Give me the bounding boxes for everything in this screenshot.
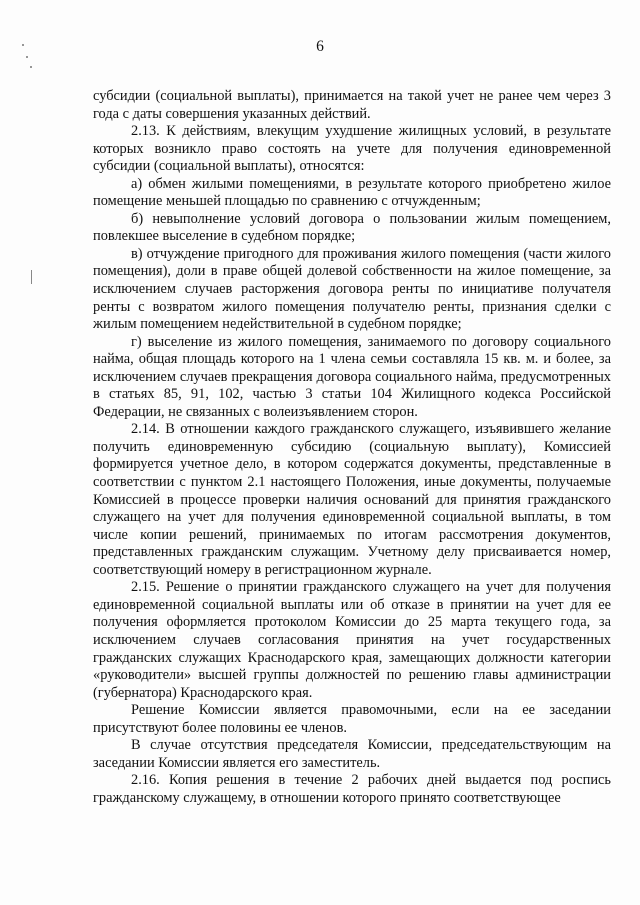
paragraph: субсидии (социальной выплаты), принимается на такой учет не ранее чем через 3 года с даты совершения указанных действий. [93,88,611,122]
paragraph: в) отчуждение пригодного для проживания жилого помещения (части жилого помещения), доли в праве общей долевой собственности на жилое помещение, за исключением случаев расторжения договора ренты по инициативе получателя ренты с возвратом жилого помещения получателю ренты, признания сделки с жилым помещением недействительной в судебном порядке; [93,245,611,333]
scan-margin-mark [31,270,32,284]
document-body [93,88,611,807]
paragraph: 2.15. Решение о принятии гражданского служащего на учет для получения единовременной социальной выплаты или об отказе в принятии на учет для ее получения оформляется протоколом Комиссии до 25 марта текущего года, за исключением случаев согласования принятия на учет государственных гражданских служащих Краснодарского края, замещающих должности категории «руководители» высшей группы должностей по решению главы администрации (губернатора) Краснодарского края. [93,579,611,701]
paragraph: б) невыполнение условий договора о пользовании жилым помещением, повлекшее выселение в судебном порядке; [93,210,611,245]
paragraph: г) выселение из жилого помещения, занимаемого по договору социального найма, общая площадь которого на 1 члена семьи составляла 15 кв. м. и более, за исключением случаев прекращения договора социального найма, предусмотренных в статьях 85, 91, 102, частью 3 статьи 104 Жилищного кодекса Российской Федерации, не связанных с волеизъявлением сторон. [93,333,611,420]
paragraph: а) обмен жилыми помещениями, в результате которого приобретено жилое помещение меньшей площадью по сравнению с отчужденным; [93,175,611,210]
paragraph: Решение Комиссии является правомочными, если на ее заседании присутствуют более половины ее членов. [93,702,611,736]
page-number: 6 [316,38,324,55]
paragraph: 2.16. Копия решения в течение 2 рабочих дней выдается под роспись гражданскому служащему, в отношении которого принято соответствующее [93,772,611,806]
paragraph: В случае отсутствия председателя Комиссии, председательствующим на заседании Комиссии является его заместитель. [93,737,611,771]
paragraph: 2.13. К действиям, влекущим ухудшение жилищных условий, в результате которых возникло право состоять на учете для получения единовременной субсидии (социальной выплаты), относятся: [93,123,611,175]
paragraph: 2.14. В отношении каждого гражданского служащего, изъявившего желание получить единовременную субсидию (социальную выплату), Комиссией формируется учетное дело, в котором содержатся документы, представленные в соответствии с пунктом 2.1 настоящего Положения, иные документы, получаемые Комиссией в процессе проверки наличия оснований для принятия гражданского служащего на учет для получения единовременной социальной выплаты, в том числе копии решений, принимаемых по итогам рассмотрения документов, представленных гражданским служащим. Учетному делу присваивается номер, соответствующий номеру в регистрационном журнале. [93,421,611,578]
